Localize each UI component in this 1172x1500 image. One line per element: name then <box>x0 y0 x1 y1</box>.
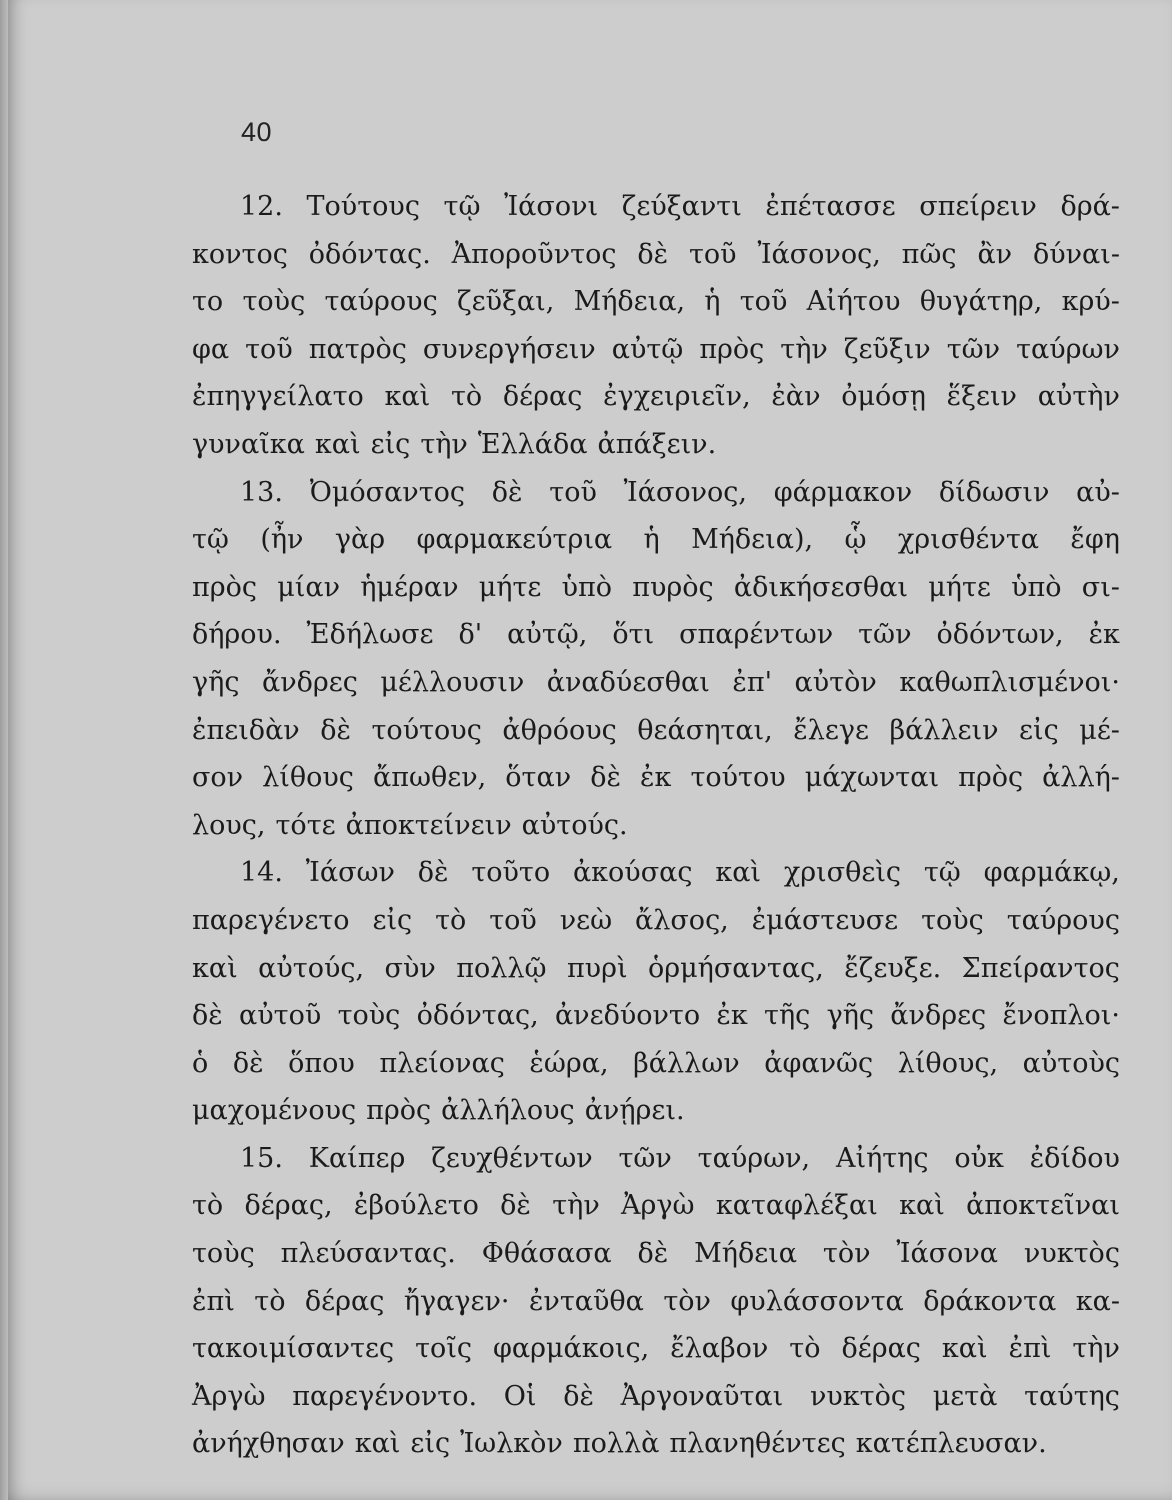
text-block <box>192 183 1120 1468</box>
paragraph-line: τῷ (ἦν γὰρ φαρμακεύτρια ἡ Μήδεια), ᾧ χρισθέντα ἔφη <box>192 524 1120 556</box>
paragraph-first-line: 14. Ἰάσων δὲ τοῦτο ἀκούσας καὶ χρισθεὶς τῷ φαρμάκῳ, <box>240 857 1120 889</box>
paragraph-first-line: 12. Τούτους τῷ Ἰάσονι ζεύξαντι ἐπέτασσε σπείρειν δρά- <box>240 191 1120 222</box>
paragraph-line: λους, τότε ἀποκτείνειν αὐτούς. <box>192 809 628 841</box>
paragraph-line: ἀνήχθησαν καὶ εἰς Ἰωλκὸν πολλὰ πλανηθέντες κατέπλευσαν. <box>192 1428 1047 1460</box>
paragraph-first-line: 13. Ὀμόσαντος δὲ τοῦ Ἰάσονος, φάρμακον δίδωσιν αὐ- <box>240 476 1120 508</box>
paragraph-line: μαχομένους πρὸς ἀλλήλους ἀνῄρει. <box>192 1095 685 1127</box>
paragraph-line: τοὺς πλεύσαντας. Φθάσασα δὲ Μήδεια τὸν Ἰάσονα νυκτὸς <box>192 1238 1120 1270</box>
paragraph-line: φα τοῦ πατρὸς συνεργήσειν αὐτῷ πρὸς τὴν ζεῦξιν τῶν ταύρων <box>192 333 1120 365</box>
paragraph-line: τακοιμίσαντες τοῖς φαρμάκοις, ἔλαβον τὸ δέρας καὶ ἐπὶ τὴν <box>192 1333 1120 1365</box>
paragraph-line: ἐπὶ τὸ δέρας ἤγαγεν· ἐνταῦθα τὸν φυλάσσοντα δράκοντα κα- <box>192 1285 1120 1317</box>
paragraph-line: πρὸς μίαν ἡμέραν μήτε ὑπὸ πυρὸς ἀδικήσεσθαι μήτε ὑπὸ σι- <box>192 571 1120 603</box>
paragraph-line: ἐπειδὰν δὲ τούτους ἀθρόους θεάσηται, ἔλεγε βάλλειν εἰς μέ- <box>192 714 1120 746</box>
paragraph-line: ὁ δὲ ὅπου πλείονας ἑώρα, βάλλων ἀφανῶς λίθους, αὐτοὺς <box>192 1047 1120 1079</box>
paragraph-first-line: 15. Καίπερ ζευχθέντων τῶν ταύρων, Αἰήτης οὐκ ἐδίδου <box>240 1142 1120 1174</box>
paragraph-line: ἐπηγγείλατο καὶ τὸ δέρας ἐγχειριεῖν, ἐὰν ὀμόσῃ ἕξειν αὐτὴν <box>192 381 1120 413</box>
paragraph-line: καὶ αὐτούς, σὺν πολλῷ πυρὶ ὁρμήσαντας, ἔζευξε. Σπείραντος <box>192 952 1120 984</box>
paragraph-line: τὸ δέρας, ἐβούλετο δὲ τὴν Ἀργὼ καταφλέξαι καὶ ἀποκτεῖναι <box>192 1190 1120 1222</box>
paragraph-line: γυναῖκα καὶ εἰς τὴν Ἑλλάδα ἀπάξειν. <box>192 428 717 460</box>
paragraph-line: σον λίθους ἄπωθεν, ὅταν δὲ ἐκ τούτου μάχωνται πρὸς ἀλλή- <box>192 762 1120 794</box>
page-number: 40 <box>241 117 273 147</box>
page-edge <box>0 0 8 1500</box>
paragraph-line: το τοὺς ταύρους ζεῦξαι, Μήδεια, ἡ τοῦ Αἰήτου θυγάτηρ, κρύ- <box>192 286 1120 318</box>
paragraph-line: παρεγένετο εἰς τὸ τοῦ νεὼ ἄλσος, ἐμάστευσε τοὺς ταύρους <box>192 904 1120 936</box>
paragraph-line: γῆς ἄνδρες μέλλουσιν ἀναδύεσθαι ἐπ' αὐτὸν καθωπλισμένοι· <box>192 666 1120 698</box>
paragraph-line: δήρου. Ἐδήλωσε δ' αὐτῷ, ὅτι σπαρέντων τῶν ὀδόντων, ἐκ <box>192 619 1120 651</box>
paragraph-line: κοντος ὀδόντας. Ἀποροῦντος δὲ τοῦ Ἰάσονος, πῶς ἂν δύναι- <box>192 238 1120 270</box>
paragraph-line: Ἀργὼ παρεγένοντο. Οἱ δὲ Ἀργοναῦται νυκτὸς μετὰ ταύτης <box>192 1380 1120 1412</box>
paragraph-line: δὲ αὐτοῦ τοὺς ὀδόντας, ἀνεδύοντο ἐκ τῆς γῆς ἄνδρες ἔνοπλοι· <box>192 1000 1120 1032</box>
